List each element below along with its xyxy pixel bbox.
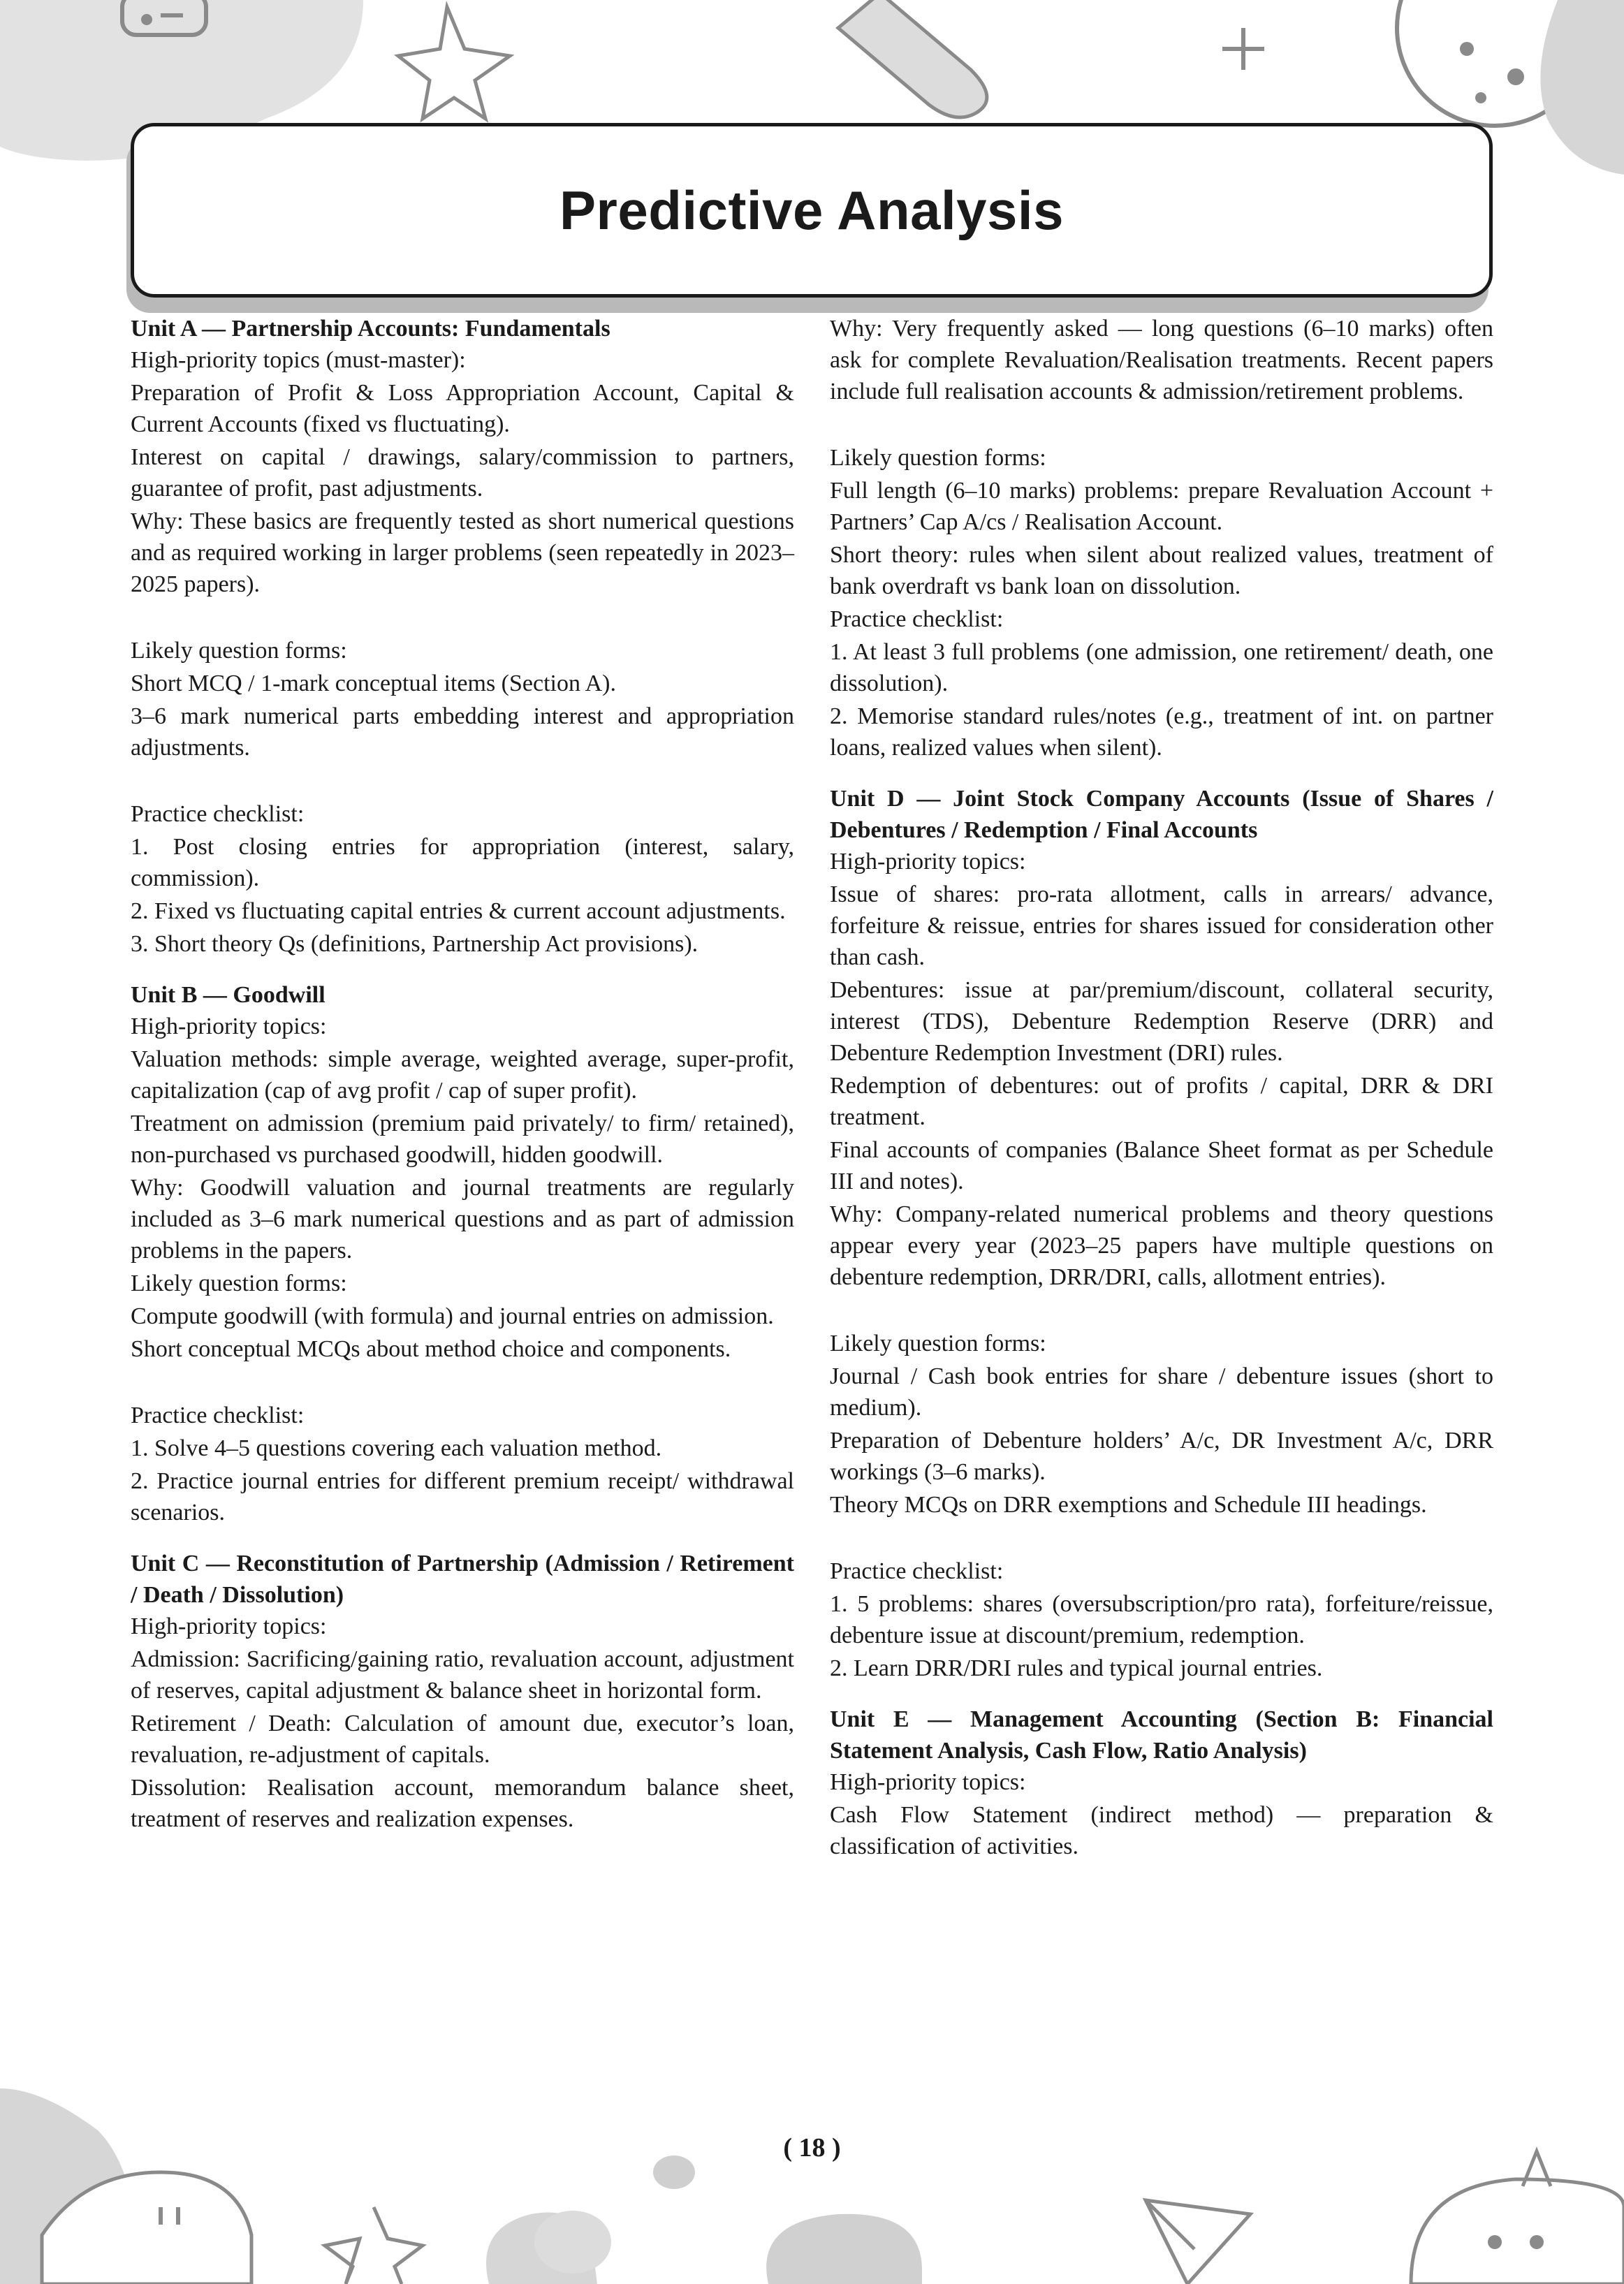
unit-d-text: Likely question forms: (830, 1331, 1046, 1356)
unit-b-text: Practice checklist: (131, 1403, 305, 1428)
unit-b-text: Valuation methods: simple average, weighted average, super-profit, capitalization (cap of avg profit / cap of super profit). (131, 1046, 794, 1104)
plus-doodle (1222, 28, 1264, 70)
unit-b-text: 2. Practice journal entries for different premium receipt/ withdrawal scenarios. (131, 1468, 794, 1525)
star-doodle-bottom (325, 2207, 423, 2284)
unit-d-text: High-priority topics: (830, 849, 1026, 874)
page-title: Predictive Analysis (559, 179, 1064, 241)
unit-b-text: Short conceptual MCQs about method choice and components. (131, 1336, 731, 1362)
unit-d-text: Preparation of Debenture holders’ A/c, DR Investment A/c, DRR workings (3–6 marks). (830, 1428, 1493, 1485)
unit-a-text: 3. Short theory Qs (definitions, Partnership Act provisions). (131, 931, 698, 957)
unit-c-text: Full length (6–10 marks) problems: prepare Revaluation Account + Partners’ Cap A/cs / Realisation Account. (830, 478, 1493, 535)
unit-c-text: Admission: Sacrificing/gaining ratio, revaluation account, adjustment of reserves, capital adjustment & balance sheet in horizontal form. (131, 1646, 794, 1704)
unit-a-text: 3–6 mark numerical parts embedding interest and appropriation adjustments. (131, 703, 794, 761)
unit-e-heading: Unit E — Management Accounting (Section B: Financial Statement Analysis, Cash Flow, Ratio Analysis) (830, 1706, 1493, 1764)
unit-c-text: Short theory: rules when silent about realized values, treatment of bank overdraft vs bank loan on dissolution. (830, 542, 1493, 599)
unit-d-text: Journal / Cash book entries for share / debenture issues (short to medium). (830, 1363, 1493, 1421)
unit-a-text: Likely question forms: (131, 638, 347, 664)
unit-a-text: Short MCQ / 1-mark conceptual items (Section A). (131, 671, 616, 696)
unit-c-text: Practice checklist: (830, 606, 1004, 632)
unit-b-text: Treatment on admission (premium paid privately/ to firm/ retained), non-purchased vs purchased goodwill, hidden goodwill. (131, 1111, 794, 1168)
unit-b-text: Compute goodwill (with formula) and journal entries on admission. (131, 1303, 774, 1329)
unit-d-text: Theory MCQs on DRR exemptions and Schedule III headings. (830, 1492, 1427, 1518)
unit-b-text: 1. Solve 4–5 questions covering each valuation method. (131, 1435, 662, 1461)
unit-c-text: 1. At least 3 full problems (one admission, one retirement/ death, one dissolution). (830, 639, 1493, 696)
unit-d-text: Practice checklist: (830, 1558, 1004, 1584)
unit-c-text: High-priority topics: (131, 1613, 327, 1639)
doodle-bottom-left (0, 2088, 251, 2284)
unit-b-heading: Unit B — Goodwill (131, 982, 325, 1008)
left-column (131, 313, 794, 1836)
title-box (131, 123, 1493, 298)
unit-e-text: Cash Flow Statement (indirect method) — preparation & classification of activities. (830, 1802, 1493, 1859)
unit-c-text: 2. Memorise standard rules/notes (e.g., treatment of int. on partner loans, realized values when silent). (830, 703, 1493, 761)
unit-d-text: 1. 5 problems: shares (oversubscription/pro rata), forfeiture/reissue, debenture issue at discount/premium, redemption. (830, 1591, 1493, 1648)
unit-b-text: Likely question forms: (131, 1271, 347, 1296)
unit-c-text: Retirement / Death: Calculation of amount due, executor’s loan, revaluation, re-adjustment of capitals. (131, 1711, 794, 1768)
unit-a-text: Interest on capital / drawings, salary/commission to partners, guarantee of profit, past adjustments. (131, 444, 794, 502)
unit-d-text: Why: Company-related numerical problems and theory questions appear every year (2023–25 papers have multiple questions on debenture redemption, DRR/DRI, calls, allotment entries). (830, 1201, 1493, 1290)
unit-d-text: Issue of shares: pro-rata allotment, calls in arrears/ advance, forfeiture & reissue, entries for shares issued for consideration other than cash. (830, 881, 1493, 970)
unit-d-text: Redemption of debentures: out of profits / capital, DRR & DRI treatment. (830, 1073, 1493, 1130)
unit-c-text: Dissolution: Realisation account, memorandum balance sheet, treatment of reserves and realization expenses. (131, 1775, 794, 1832)
unit-b-text: Why: Goodwill valuation and journal treatments are regularly included as 3–6 mark numerical questions and as part of admission problems in the papers. (131, 1175, 794, 1264)
page-number: ( 18 ) (783, 2133, 841, 2162)
paper-plane-doodle (1146, 2200, 1250, 2284)
unit-d-heading: Unit D — Joint Stock Company Accounts (Issue of Shares / Debentures / Redemption / Final Accounts (830, 786, 1493, 843)
unit-a-heading: Unit A — Partnership Accounts: Fundamentals (131, 316, 610, 342)
unit-b-text: High-priority topics: (131, 1013, 327, 1039)
star-doodle-top (398, 7, 510, 119)
unit-c-text: Likely question forms: (830, 445, 1046, 471)
blob-doodles-bottom (486, 2155, 922, 2284)
unit-a-text: Practice checklist: (131, 801, 305, 827)
unit-a-text: Preparation of Profit & Loss Appropriation Account, Capital & Current Accounts (fixed vs fluctuating). (131, 380, 794, 437)
pen-doodle (838, 0, 987, 117)
doodle-bottom-right (1411, 2151, 1624, 2284)
unit-c-heading: Unit C — Reconstitution of Partnership (Admission / Retirement / Death / Dissolution) (131, 1551, 794, 1608)
unit-e-text: High-priority topics: (830, 1769, 1026, 1795)
unit-d-text: Final accounts of companies (Balance Sheet format as per Schedule III and notes). (830, 1137, 1493, 1194)
unit-d-text: 2. Learn DRR/DRI rules and typical journal entries. (830, 1655, 1323, 1681)
unit-d-text: Debentures: issue at par/premium/discount, collateral security, interest (TDS), Debenture Redemption Reserve (DRR) and Debenture Redemption Investment (DRI) rules. (830, 977, 1493, 1066)
unit-a-text: 1. Post closing entries for appropriation (interest, salary, commission). (131, 834, 794, 891)
unit-a-text: 2. Fixed vs fluctuating capital entries & current account adjustments. (131, 898, 786, 924)
unit-a-text: Why: These basics are frequently tested as short numerical questions and as required working in larger problems (seen repeatedly in 2023–2025 papers). (131, 508, 794, 597)
right-column (830, 313, 1493, 1864)
unit-a-text: High-priority topics (must-master): (131, 347, 466, 373)
unit-c-text: Why: Very frequently asked — long questions (6–10 marks) often ask for complete Revaluation/Realisation treatments. Recent papers include full realisation accounts & admission/retirement problems. (830, 316, 1493, 404)
